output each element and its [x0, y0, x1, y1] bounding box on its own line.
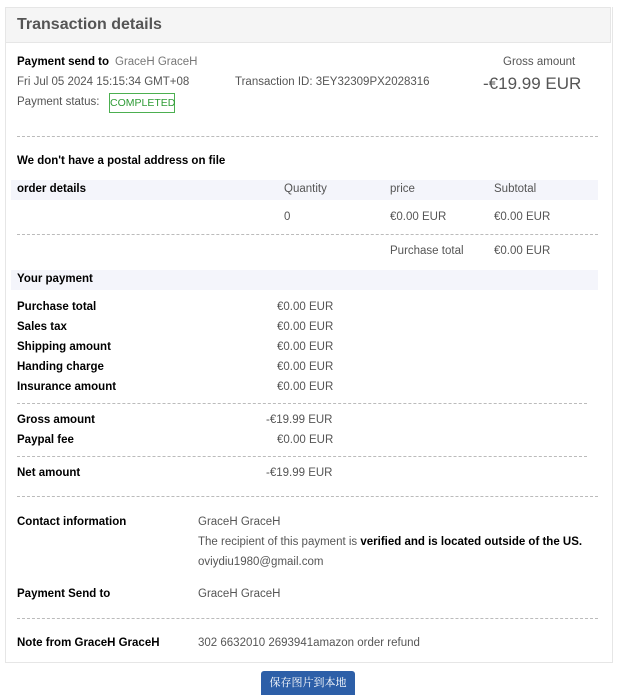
divider: [17, 496, 598, 497]
payment-row-label: Shipping amount: [17, 341, 111, 353]
order-header-subtotal: Subtotal: [494, 183, 537, 195]
verified-note: [198, 536, 582, 548]
payment-row-value: €0.00 EUR: [277, 341, 334, 353]
verified-prefix: The recipient of this payment is: [198, 536, 361, 548]
order-row-quantity: 0: [284, 211, 291, 223]
gross-amount-value: -€19.99 EUR: [483, 74, 582, 93]
purchase-total-value: €0.00 EUR: [494, 245, 551, 257]
divider: [17, 403, 587, 404]
transaction-date: Fri Jul 05 2024 15:15:34 GMT+08: [17, 76, 190, 88]
payment-send-to-name: GraceH GraceH: [115, 56, 198, 68]
order-header-details: order details: [17, 183, 87, 195]
your-payment-title: Your payment: [17, 273, 93, 285]
net-amount-label: Net amount: [17, 467, 81, 479]
verified-status: verified and is located outside of the US.: [360, 536, 583, 548]
net-amount-value: -€19.99 EUR: [266, 467, 333, 479]
payment-row-label: Sales tax: [17, 321, 67, 333]
payment-row-label: Purchase total: [17, 301, 97, 313]
payment-row-value: €0.00 EUR: [277, 301, 334, 313]
payment-row-value: €0.00 EUR: [277, 361, 334, 373]
payment-row-value: €0.00 EUR: [277, 321, 334, 333]
order-header-price: price: [390, 183, 415, 195]
postal-address-note: We don't have a postal address on file: [17, 155, 226, 167]
save-image-button[interactable]: 保存图片到本地: [261, 671, 355, 695]
gross-amount-label: Gross amount: [503, 56, 576, 68]
payment-send-to-row-label: Payment Send to: [17, 588, 111, 600]
payment-send-to-row-value: GraceH GraceH: [198, 588, 281, 600]
payment-row-label: Insurance amount: [17, 381, 117, 393]
paypal-fee-value: €0.00 EUR: [277, 434, 334, 446]
contact-email: oviydiu1980@gmail.com: [198, 556, 324, 568]
page-title: Transaction details: [17, 16, 162, 33]
divider: [17, 456, 587, 457]
payment-row-label: Handing charge: [17, 361, 104, 373]
paypal-fee-label: Paypal fee: [17, 434, 74, 446]
payment-status-label: Payment status:: [17, 96, 100, 108]
payment-row-value: €0.00 EUR: [277, 381, 334, 393]
contact-name: GraceH GraceH: [198, 516, 281, 528]
contact-information-label: Contact information: [17, 516, 127, 528]
order-header-quantity: Quantity: [284, 183, 327, 195]
order-row-price: €0.00 EUR: [390, 211, 447, 223]
transaction-id: Transaction ID: 3EY32309PX2028316: [235, 76, 430, 88]
gross-amount-row-label: Gross amount: [17, 414, 95, 426]
divider: [17, 136, 598, 137]
divider: [17, 618, 598, 619]
transaction-header: [5, 7, 611, 43]
order-row-subtotal: €0.00 EUR: [494, 211, 551, 223]
note-label: Note from GraceH GraceH: [17, 637, 160, 649]
status-badge: COMPLETED: [109, 93, 175, 113]
gross-amount-row-value: -€19.99 EUR: [266, 414, 333, 426]
payment-send-to-label: Payment send to: [17, 56, 110, 68]
note-value: 302 6632010 2693941amazon order refund: [198, 637, 420, 649]
divider: [17, 234, 598, 235]
your-payment-header: [11, 270, 598, 290]
purchase-total-label: Purchase total: [390, 245, 464, 257]
